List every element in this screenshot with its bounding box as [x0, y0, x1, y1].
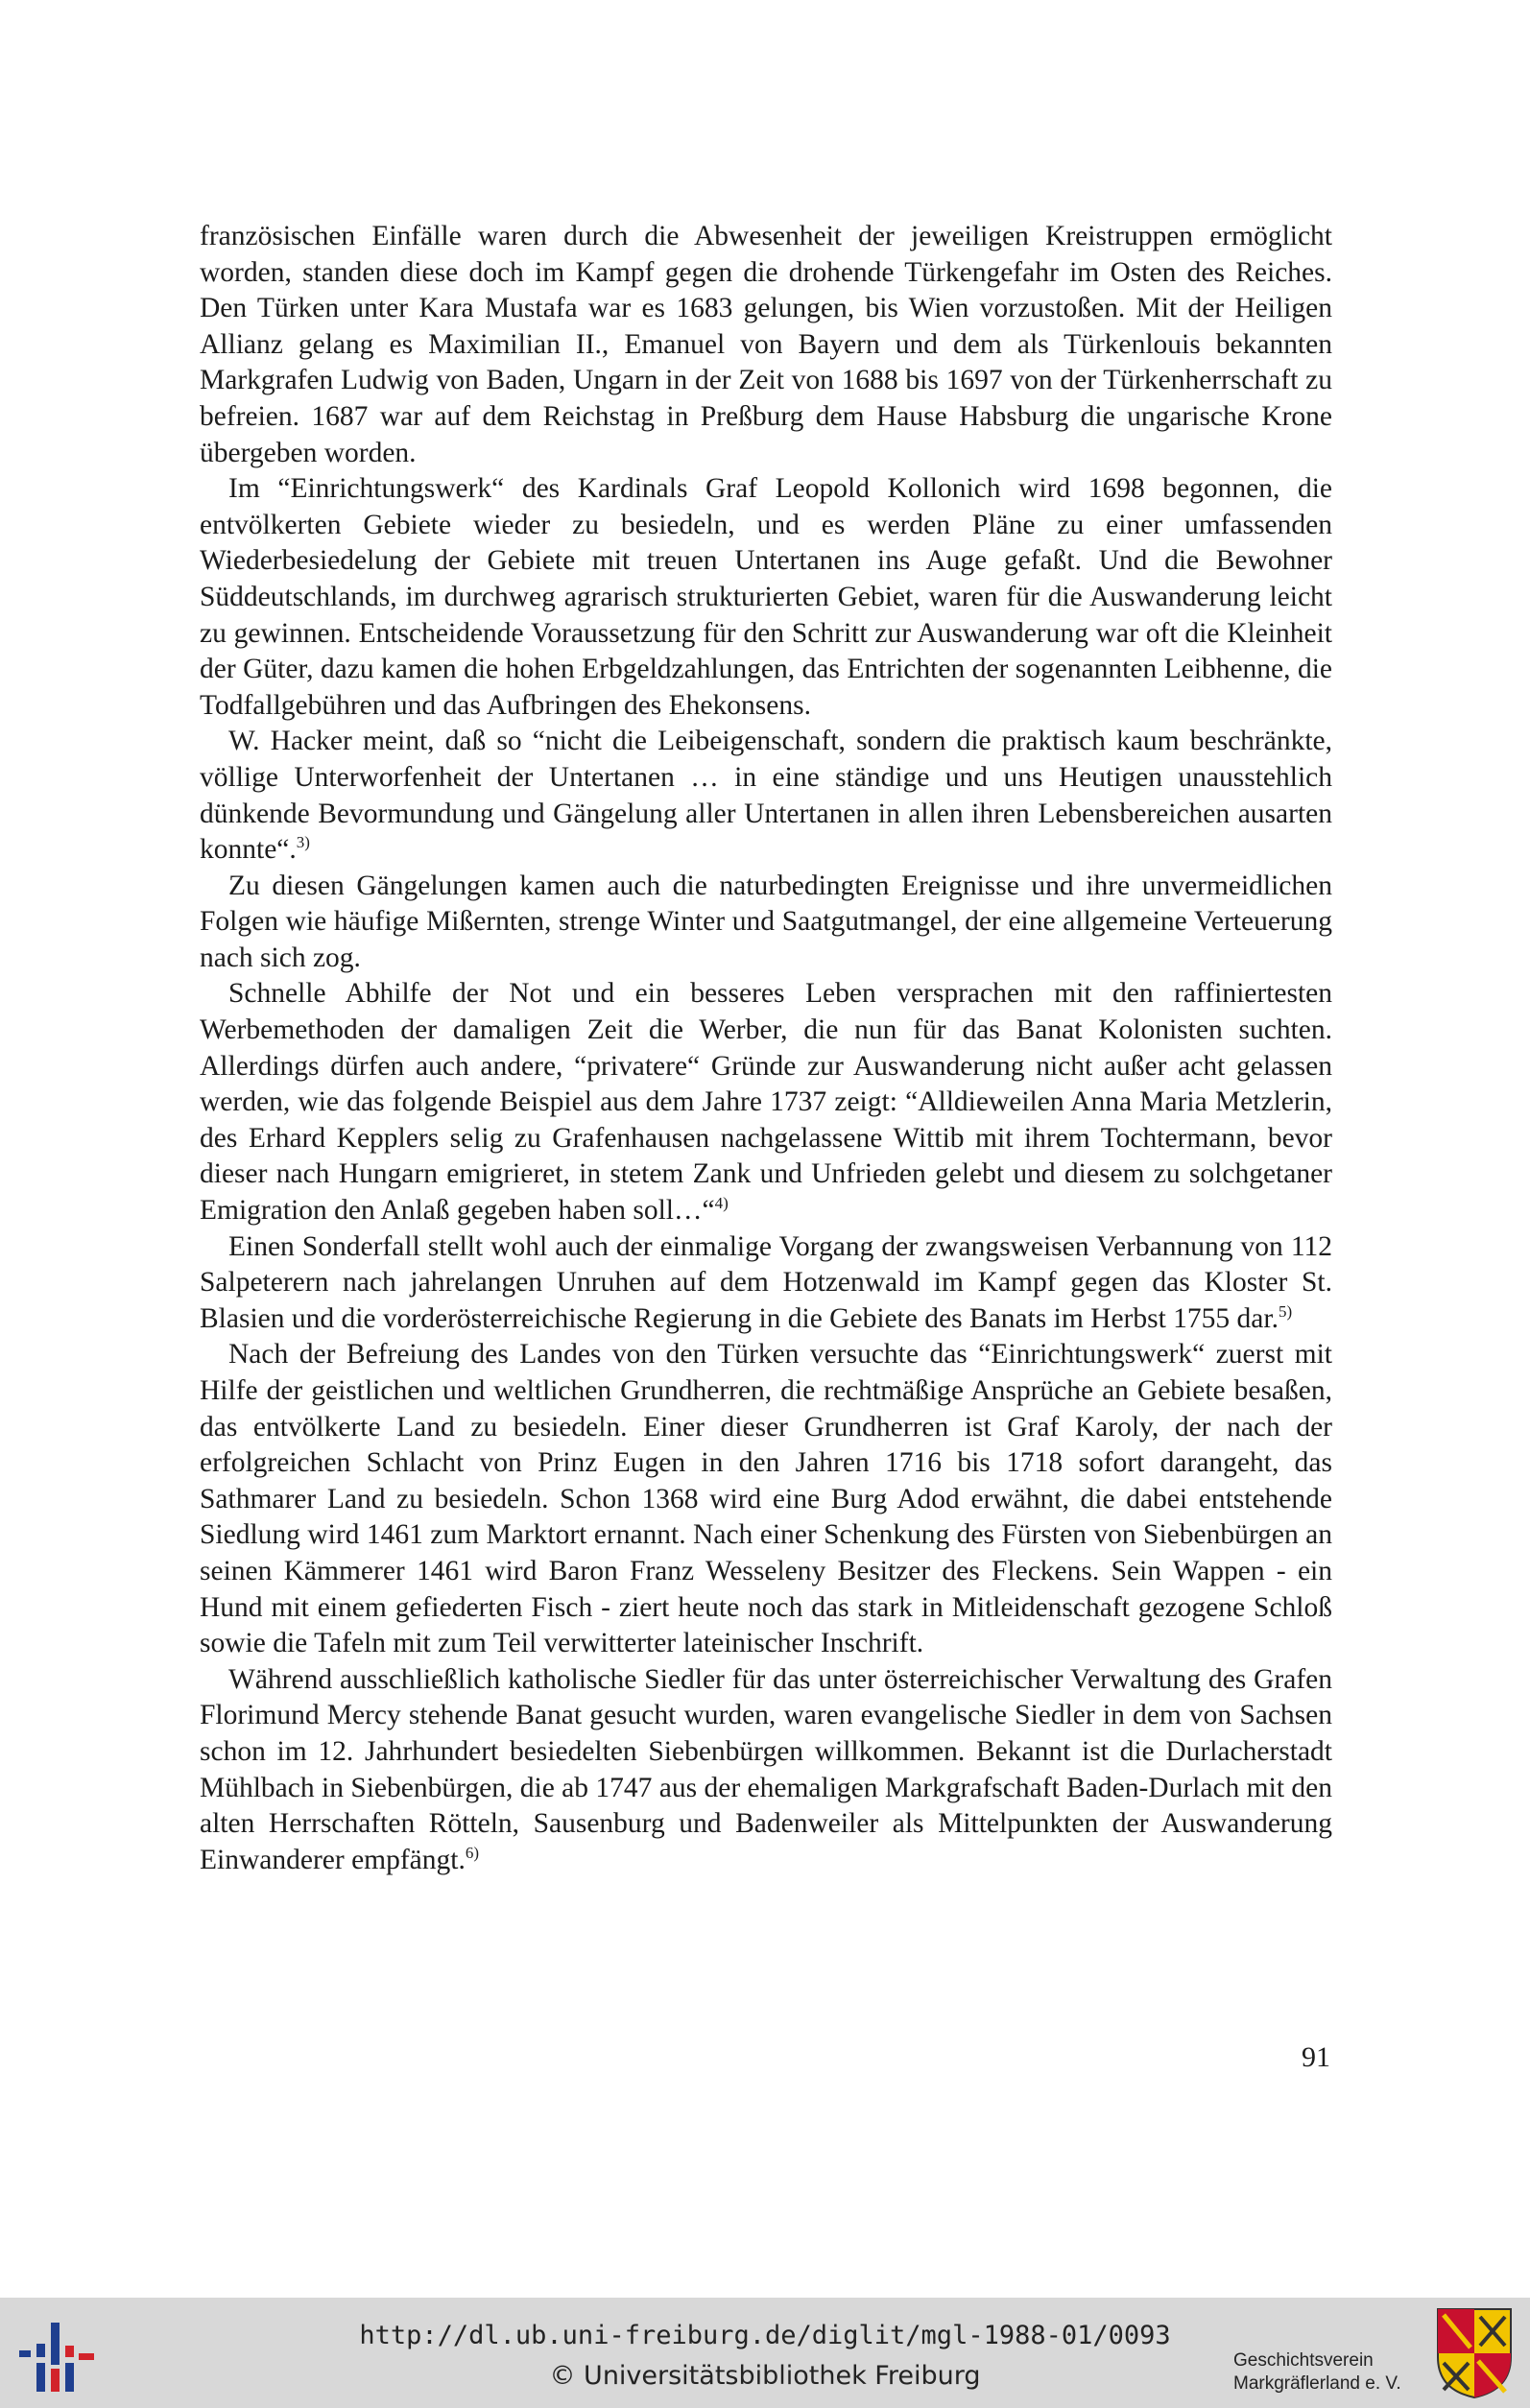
- paragraph-6: [200, 1229, 1332, 1338]
- coat-of-arms-icon: [1436, 2307, 1513, 2399]
- paragraph-text: W. Hacker meint, daß so “nicht die Leibeigenschaft, sondern die praktisch kaum beschränkte, völlige Unterworfenheit der Untertanen … in eine ständige und uns Heutigen unausstehlich dünkende Bevormundung und Gängelung aller Untertanen in allen ihren Lebensbereichen ausarten konnte“.: [200, 726, 1332, 866]
- paragraph-text: französischen Einfälle waren durch die Abwesenheit der jeweiligen Kreistruppen ermöglicht worden, standen diese doch im Kampf gegen die drohende Türkengefahr im Osten des Reiches. Den Türken unter Kara Mustafa war es 1683 gelungen, bis Wien vorzustoßen. Mit der Heiligen Allianz gelang es Maximilian II., Emanuel von Bayern und dem als Türkenlouis bekannten Markgrafen Ludwig von Baden, Ungarn in der Zeit von 1688 bis 1697 von der Türkenherrschaft zu befreien. 1687 war auf dem Reichstag in Preßburg dem Hause Habsburg die ungarische Krone übergeben worden.: [200, 221, 1332, 468]
- paragraph-4: [200, 869, 1332, 977]
- paragraph-text: Während ausschließlich katholische Siedler für das unter österreichischer Verwaltung des Grafen Florimund Mercy stehende Banat gesucht wurden, waren evangelische Siedler in dem von Sachsen schon im 12. Jahrhundert besiedelten Siebenbürgen willkommen. Bekannt ist die Durlacherstadt Mühlbach in Siebenbürgen, die ab 1747 aus der ehemaligen Markgrafschaft Baden-Durlach mit den alten Herrschaften Rötteln, Sausenburg und Badenweiler als Mittelpunkten der Auswanderung Einwanderer empfängt.: [200, 1663, 1332, 1875]
- footnote-ref: 6): [465, 1843, 480, 1862]
- paragraph-text: Nach der Befreiung des Landes von den Türken versuchte das “Einrichtungswerk“ zuerst mit Hilfe der geistlichen und weltlichen Grundherren, die rechtmäßige Ansprüche an Gebiete besaßen, das entvölkerte Land zu besiedeln. Einer dieser Grundherren ist Graf Karoly, der nach der erfolgreichen Schlacht von Prinz Eugen in den Jahren 1716 bis 1718 sofort darangeht, das Sathmarer Land zu besiedeln. Schon 1368 wird eine Burg Adod erwähnt, die dabei entstehende Siedlung wird 1461 zum Marktort ernannt. Nach einer Schenkung des Fürsten von Siebenbürgen an seinen Kämmerer 1461 wird Baron Franz Wesseleny Besitzer des Fleckens. Sein Wappen - ein Hund mit einem gefiederten Fisch - ziert heute noch das stark in Mitleidenschaft gezogene Schloß sowie die Tafeln mit zum Teil verwitterter lateinischer Inschrift.: [200, 1339, 1332, 1659]
- footnote-ref: 4): [714, 1194, 729, 1213]
- society-line-2: Markgräflerland e. V.: [1233, 2373, 1401, 2394]
- paragraph-8: [200, 1662, 1332, 1879]
- body-text: [200, 219, 1332, 1878]
- paragraph-7: [200, 1337, 1332, 1661]
- society-name: [1233, 2349, 1430, 2396]
- paragraph-5: [200, 976, 1332, 1228]
- page-number: 91: [1302, 2041, 1330, 2073]
- footer-copyright: © Universitätsbibliothek Freiburg: [549, 2361, 981, 2391]
- footnote-ref: 3): [296, 833, 310, 852]
- footer-url-link[interactable]: http://dl.ub.uni-freiburg.de/diglit/mgl-1988-01/0093: [359, 2321, 1171, 2350]
- paragraph-text: Im “Einrichtungswerk“ des Kardinals Graf Leopold Kollonich wird 1698 begonnen, die entvölkerten Gebiete wieder zu besiedeln, und es werden Pläne zu einer umfassenden Wiederbesiedelung der Gebiete mit treuen Untertanen ins Auge gefaßt. Und die Bewohner Süddeutschlands, im durchweg agrarisch strukturierten Gebiet, waren für die Auswanderung leicht zu gewinnen. Entscheidende Voraussetzung für den Schritt zur Auswanderung war oft die Kleinheit der Güter, dazu kamen die hohen Erbgeldzahlungen, das Entrichten der sogenannten Leibhenne, die Todfallgebühren und das Aufbringen des Ehekonsens.: [200, 473, 1332, 721]
- paragraph-2: [200, 471, 1332, 724]
- society-line-1: Geschichtsverein: [1233, 2350, 1374, 2371]
- footer-bar: [0, 2298, 1530, 2408]
- paragraph-1: [200, 219, 1332, 471]
- paragraph-3: [200, 724, 1332, 868]
- paragraph-text: Schnelle Abhilfe der Not und ein besseres Leben versprachen mit den raffiniertesten Werbemethoden der damaligen Zeit die Werber, die nun für das Banat Kolonisten suchten. Allerdings dürfen auch andere, “privatere“ Gründe zur Auswanderung nicht außer acht gelassen werden, wie das folgende Beispiel aus dem Jahre 1737 zeigt: “Alldieweilen Anna Maria Metzlerin, des Erhard Kepplers selig zu Grafenhausen nachgelassene Wittib mit ihrem Tochtermann, bevor dieser nach Hungarn emigrieret, in stetem Zank und Unfrieden gelebt und diesem zu solchgetaner Emigration den Anlaß gegeben haben soll…“: [200, 978, 1332, 1227]
- paragraph-text: Zu diesen Gängelungen kamen auch die naturbedingten Ereignisse und ihre unvermeidlichen Folgen wie häufige Mißernten, strenge Winter und Saatgutmangel, der eine allgemeine Verteuerung nach sich zog.: [200, 870, 1332, 973]
- paragraph-text: Einen Sonderfall stellt wohl auch der einmalige Vorgang der zwangsweisen Verbannung von 112 Salpeterern nach jahrelangen Unruhen auf dem Hotzenwald im Kampf gegen das Kloster St. Blasien und die vorderösterreichische Regierung in die Gebiete des Banats im Herbst 1755 dar.: [200, 1230, 1332, 1334]
- footnote-ref: 5): [1278, 1301, 1293, 1321]
